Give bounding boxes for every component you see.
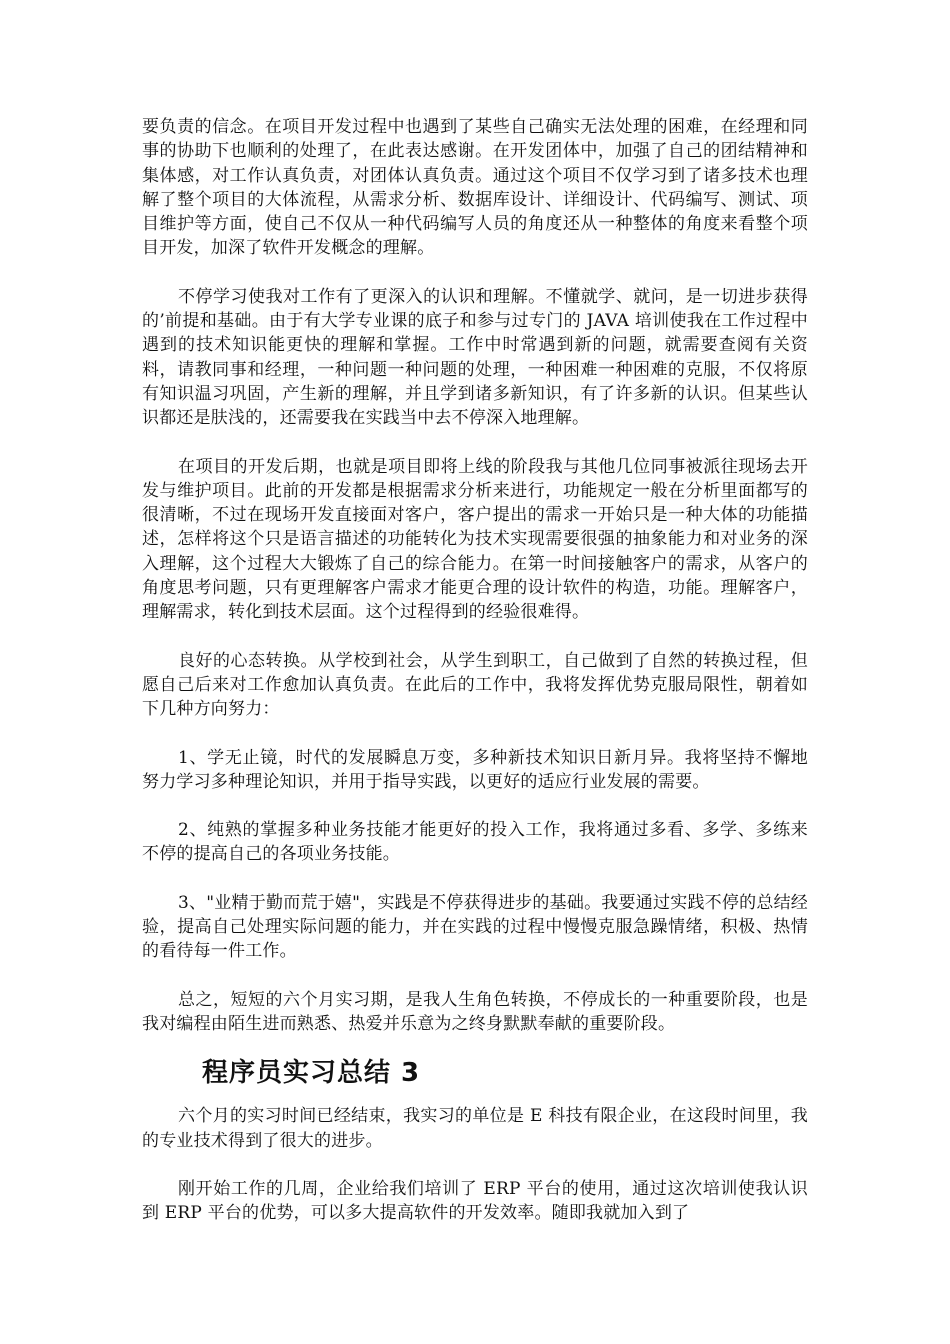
paragraph-goal-1: 1、学无止镜，时代的发展瞬息万变，多种新技术知识日新月异。我将坚持不懈地努力学习多种理论知识，并用于指导实践，以更好的适应行业发展的需要。 [142, 747, 808, 792]
paragraph-continuous-learning: 不停学习使我对工作有了更深入的认识和理解。不懂就学、就问，是一切进步获得的’前提和基础。由于有大学专业课的底子和参与过专门的 JAVA 培训使我在工作过程中遇到的技术知识能更快的理解和掌握。工作中时常遇到新的问题，就需要查阅有关资料，请教同事和经理，一种问题一种问题的处理，一种困难一种困难的克服，不仅将原有知识温习巩固，产生新的理解，并且学到诸多新知识，有了许多新的认识。但某些认识都还是肤浅的，还需要我在实践当中去不停深入地理解。 [142, 286, 808, 429]
paragraph-continuation: 要负责的信念。在项目开发过程中也遇到了某些自己确实无法处理的困难，在经理和同事的协助下也顺利的处理了，在此表达感谢。在开发团体中，加强了自己的团结精神和集体感，对工作认真负责，对团体认真负责。通过这个项目不仅学习到了诸多技术也理解了整个项目的大体流程，从需求分析、数据库设计、详细设计、代码编写、测试、项目维护等方面，使自己不仅从一种代码编写人员的角度还从一种整体的角度来看整个项目开发，加深了软件开发概念的理解。 [142, 117, 808, 259]
paragraph-intro: 六个月的实习时间已经结束，我实习的单位是 E 科技有限企业，在这段时间里，我的专业技术得到了很大的进步。 [142, 1106, 808, 1151]
paragraph-conclusion: 总之，短短的六个月实习期，是我人生角色转换，不停成长的一种重要阶段，也是我对编程由陌生进而熟悉、热爱并乐意为之终身默默奉献的重要阶段。 [142, 989, 808, 1034]
paragraph-goal-2: 2、纯熟的掌握多种业务技能才能更好的投入工作，我将通过多看、多学、多练来不停的提高自己的各项业务技能。 [142, 820, 808, 865]
paragraph-mindset: 良好的心态转换。从学校到社会，从学生到职工，自己做到了自然的转换过程，但愿自己后来对工作愈加认真负责。在此后的工作中，我将发挥优势克服局限性，朝着如下几种方向努力： [142, 650, 808, 720]
paragraph-onsite-development: 在项目的开发后期，也就是项目即将上线的阶段我与其他几位同事被派往现场去开发与维护项目。此前的开发都是根据需求分析来进行，功能规定一般在分析里面都写的很清晰，不过在现场开发直接面对客户，客户提出的需求一开始只是一种大体的功能描述，怎样将这个只是语言描述的功能转化为技术实现需要很强的抽象能力和对业务的深入理解，这个过程大大锻炼了自己的综合能力。在第一时间接触客户的需求，从客户的角度思考问题，只有更理解客户需求才能更合理的设计软件的构造，功能。理解客户，理解需求，转化到技术层面。这个过程得到的经验很难得。 [142, 456, 808, 623]
paragraph-erp-training: 刚开始工作的几周，企业给我们培训了 ERP 平台的使用，通过这次培训使我认识到 ERP 平台的优势，可以多大提高软件的开发效率。随即我就加入到了 [142, 1178, 808, 1224]
section-heading: 程序员实习总结 3 [202, 1058, 421, 1089]
document-page [142, 115, 808, 1225]
paragraph-goal-3: 3、"业精于勤而荒于嬉"，实践是不停获得进步的基础。我要通过实践不停的总结经验，提高自己处理实际问题的能力，并在实践的过程中慢慢克服急躁情绪，积极、热情的看待每一件工作。 [142, 892, 808, 962]
